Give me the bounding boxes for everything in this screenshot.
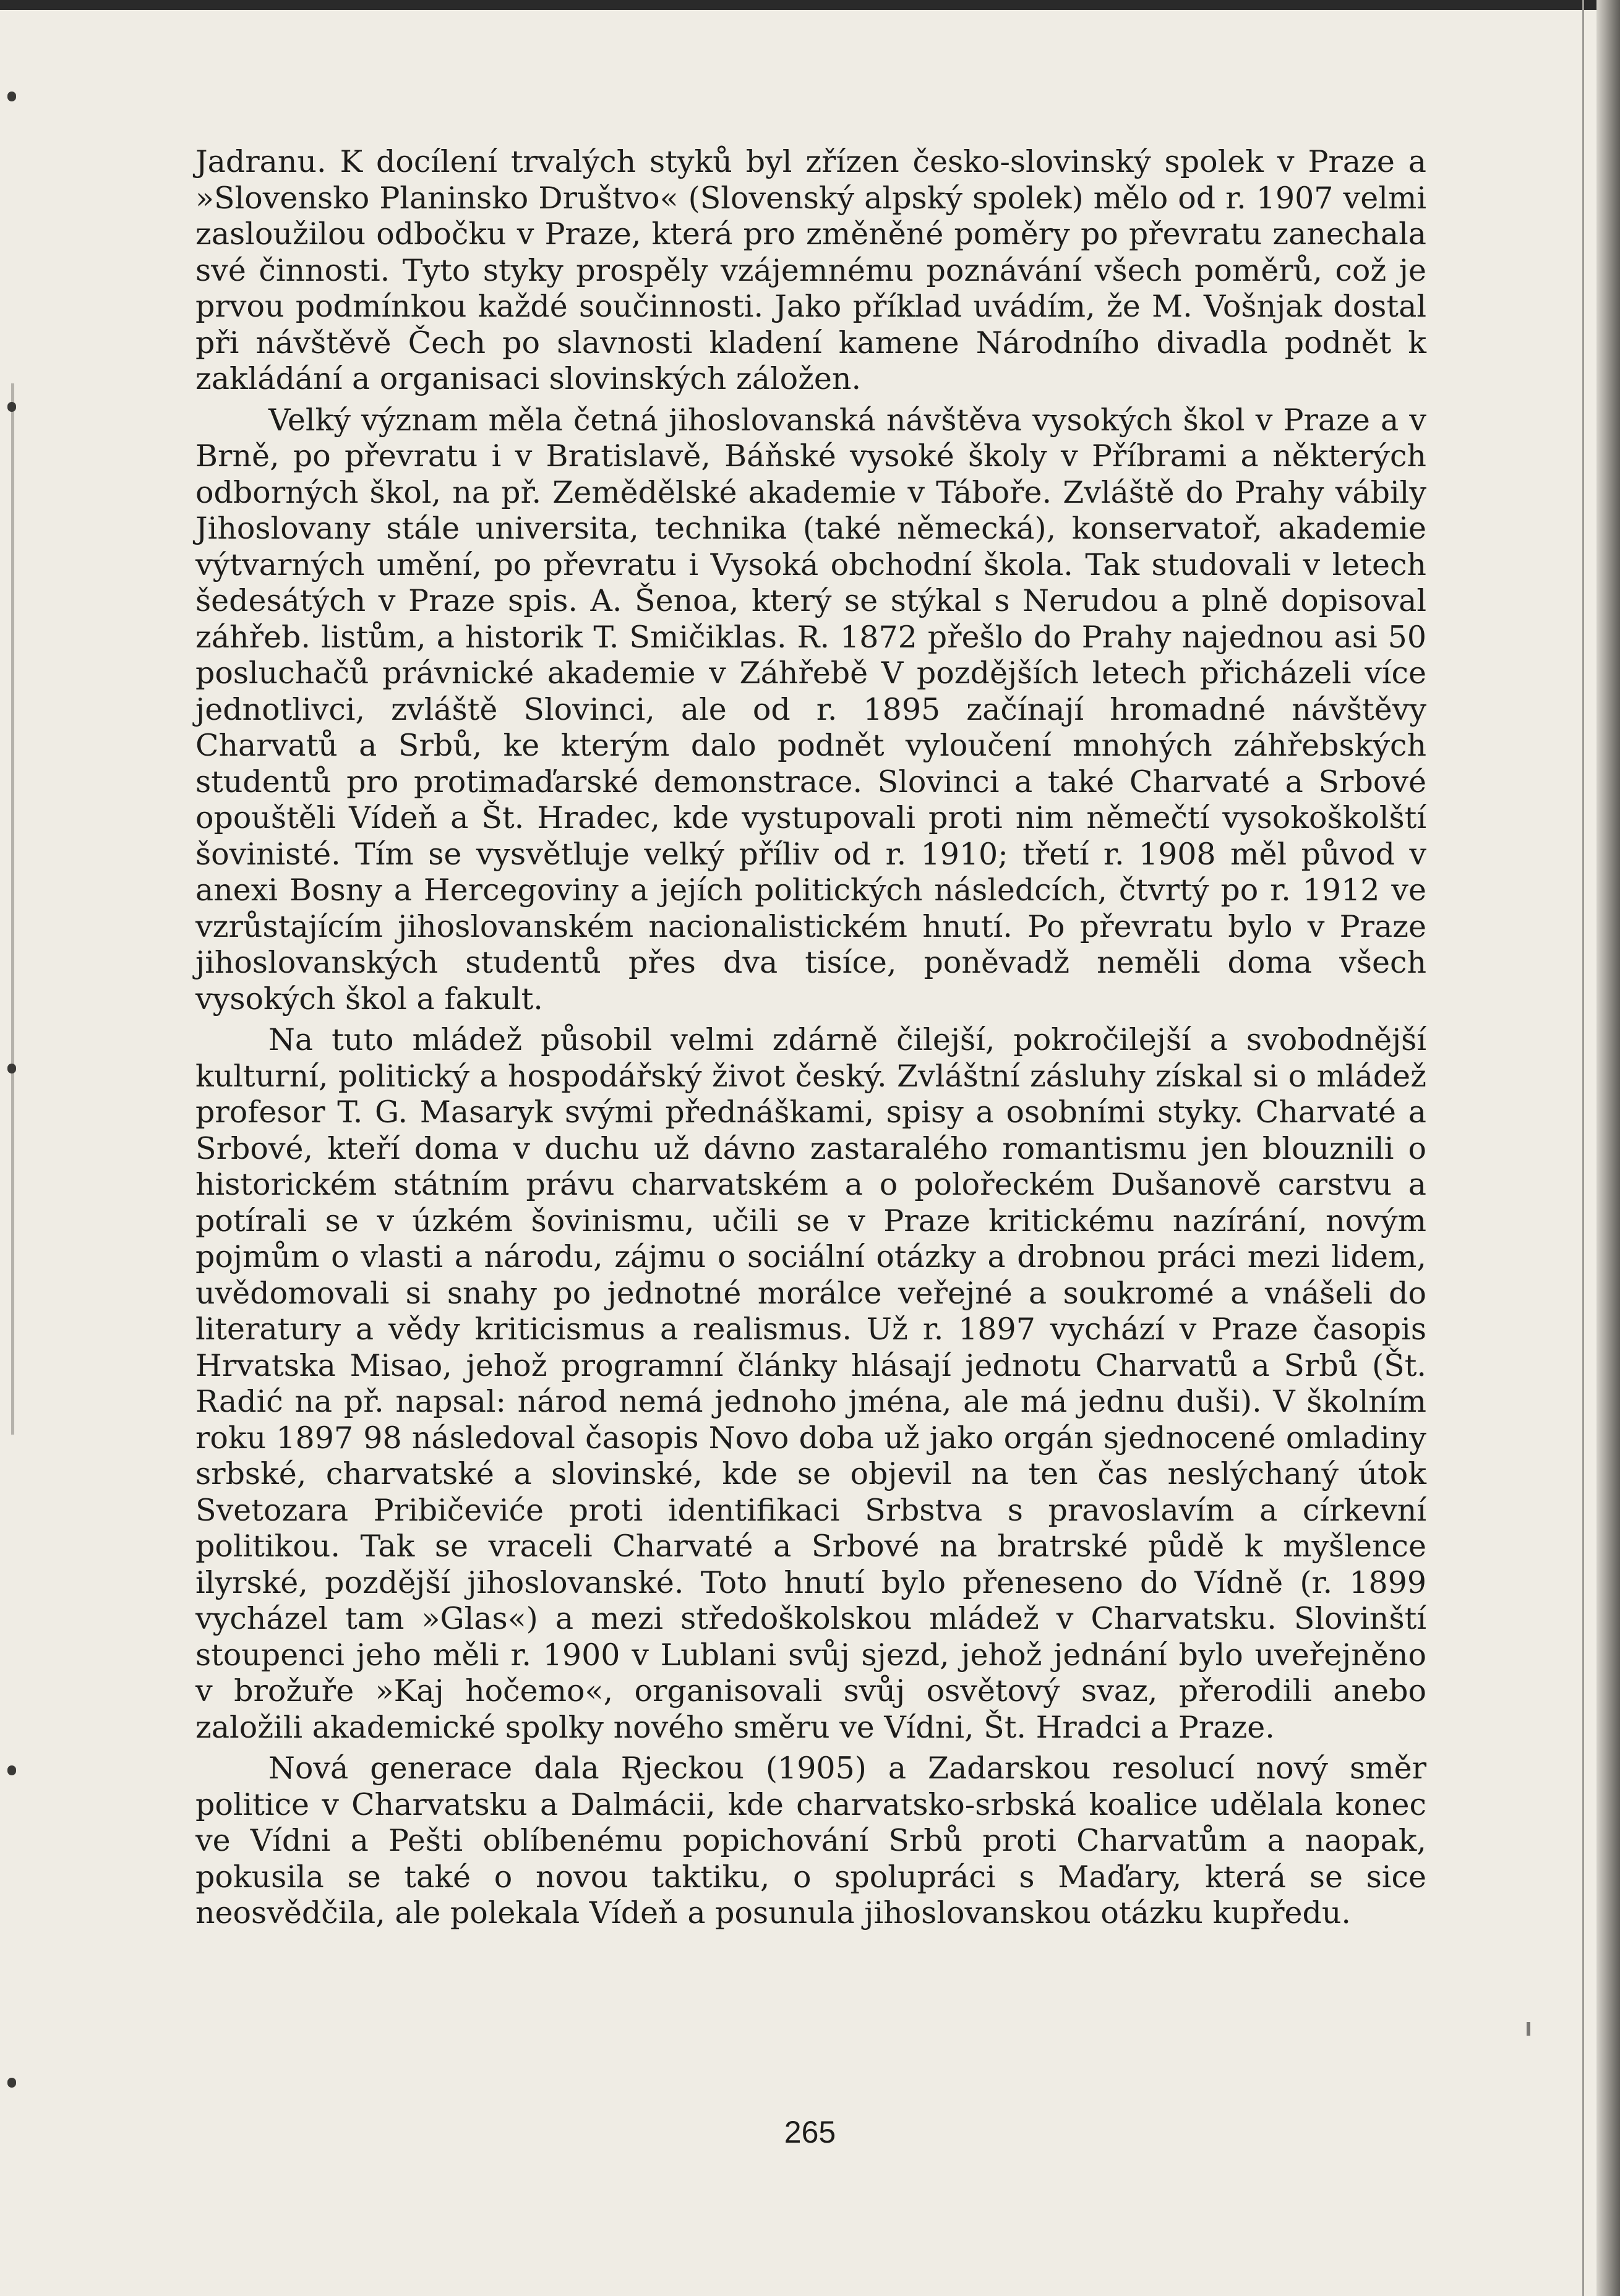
scan-right-edge bbox=[1596, 0, 1620, 2296]
scan-top-edge bbox=[0, 0, 1620, 10]
binding-mark bbox=[7, 2078, 16, 2088]
binding-mark bbox=[7, 402, 16, 412]
page-number: 265 bbox=[784, 2115, 836, 2149]
binding-mark bbox=[7, 92, 16, 101]
binding-mark bbox=[7, 1064, 16, 1073]
body-text bbox=[195, 144, 1426, 1937]
page-edge-line bbox=[1582, 0, 1584, 2296]
binding-mark bbox=[7, 1765, 16, 1775]
scan-mark bbox=[1527, 2022, 1530, 2036]
binding-line bbox=[11, 383, 14, 1435]
paragraph: Na tuto mládež působil velmi zdárně čilejší, pokročilejší a svobodnější kulturní, politický a hospodářský život český. Zvláštní zásluhy získal si o mládež profesor T. G. Masaryk svými přednáškami, spisy a osobními styky. Charvaté a Srbové, kteří doma v duchu už dávno zastaralého romantismu jen blouznili o historickém státním právu charvatském a o polořeckém Dušanově carstvu a potírali se v úzkém šovinismu, učili se v Praze kritickému nazírání, novým pojmům o vlasti a národu, zájmu o sociální otázky a drobnou práci mezi lidem, uvědomovali si snahy po jednotné morálce veřejné a soukromé a vnášeli do literatury a vědy kriticismus a realismus. Už r. 1897 vychází v Praze časopis Hrvatska Misao, jehož programní články hlásají jednotu Charvatů a Srbů (Št. Radić na př. napsal: národ nemá jednoho jména, ale má jednu duši). V školním roku 1897 98 následoval časopis Novo doba už jako orgán sjednocené omladiny srbské, charvatské a slovinské, kde se objevil na ten čas neslýchaný útok Svetozara Pribičeviće proti identifikaci Srbstva s pravoslavím a církevní politikou. Tak se vraceli Charvaté a Srbové na bratrské půdě k myšlence ilyrské, pozdější jihoslovanské. Toto hnutí bylo přeneseno do Vídně (r. 1899 vycházel tam »Glas«) a mezi středoškolskou mládež v Charvatsku. Slovinští stoupenci jeho měli r. 1900 v Lublani svůj sjezd, jehož jednání bylo uveřejněno v brožuře »Kaj hočemo«, organisovali svůj osvětový svaz, přerodili anebo založili akademické spolky nového směru ve Vídni, Št. Hradci a Praze. bbox=[195, 1022, 1426, 1745]
paragraph: Nová generace dala Rjeckou (1905) a Zadarskou resolucí nový směr politice v Charvatsku a Dalmácii, kde charvatsko-srbská koalice udělala konec ve Vídni a Pešti oblíbenému popichování Srbů proti Charvatům a naopak, pokusila se také o novou taktiku, o spolupráci s Maďary, která se sice neosvědčila, ale polekala Vídeň a posunula jihoslovanskou otázku kupředu. bbox=[195, 1751, 1426, 1931]
paragraph: Jadranu. K docílení trvalých styků byl zřízen česko-slovinský spolek v Praze a »Slovensko Planinsko Društvo« (Slovenský alpský spolek) mělo od r. 1907 velmi zasloužilou odbočku v Praze, která pro změněné poměry po převratu zanechala své činnosti. Tyto styky prospěly vzájemnému poznávání všech poměrů, což je prvou podmínkou každé součinnosti. Jako příklad uvádím, že M. Vošnjak dostal při návštěvě Čech po slavnosti kladení kamene Národního divadla podnět k zakládání a organisaci slovinských záložen. bbox=[195, 144, 1426, 396]
paragraph: Velký význam měla četná jihoslovanská návštěva vysokých škol v Praze a v Brně, po převratu i v Bratislavě, Báňské vysoké školy v Příbrami a některých odborných škol, na př. Zemědělské akademie v Táboře. Zvláště do Prahy vábily Jihoslovany stále universita, technika (také německá), konservatoř, akademie výtvarných umění, po převratu i Vysoká obchodní škola. Tak studovali v letech šedesátých v Praze spis. A. Šenoa, který se stýkal s Nerudou a plně dopisoval záhřeb. listům, a historik T. Smičiklas. R. 1872 přešlo do Prahy najednou asi 50 posluchačů právnické akademie v Záhřebě V pozdějších letech přicházeli více jednotlivci, zvláště Slovinci, ale od r. 1895 začínají hromadné návštěvy Charvatů a Srbů, ke kterým dalo podnět vyloučení mnohých záhřebských studentů pro protimaďarské demonstrace. Slovinci a také Charvaté a Srbové opouštěli Vídeň a Št. Hradec, kde vystupovali proti nim němečtí vysokoškolští šovinisté. Tím se vysvětluje velký příliv od r. 1910; třetí r. 1908 měl původ v anexi Bosny a Hercegoviny a jejích politických následcích, čtvrtý po r. 1912 ve vzrůstajícím jihoslovanském nacionalistickém hnutí. Po převratu bylo v Praze jihoslovanských studentů přes dva tisíce, poněvadž neměli doma všech vysokých škol a fakult. bbox=[195, 402, 1426, 1017]
